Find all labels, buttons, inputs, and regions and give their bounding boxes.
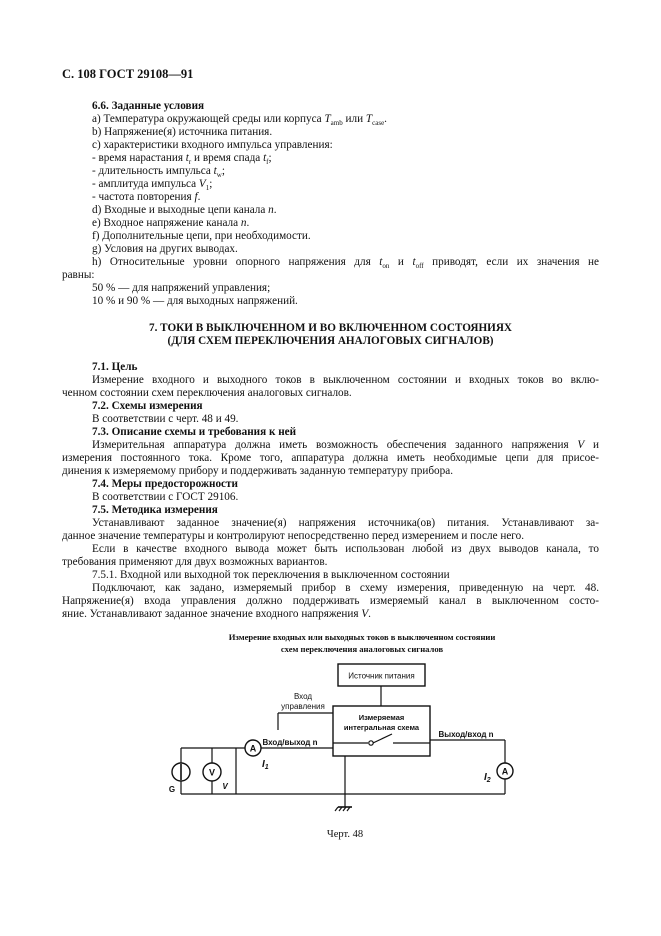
- section-7-title-line2: (ДЛЯ СХЕМ ПЕРЕКЛЮЧЕНИЯ АНАЛОГОВЫХ СИГНАЛОВ): [167, 335, 494, 347]
- text-7-3-a: Измерительная аппаратура должна иметь возможность обеспечения заданного напряжения V и: [92, 439, 599, 451]
- heading-7-1: 7.1. Цель: [92, 361, 138, 373]
- figure-title-line2: схем переключения аналоговых сигналов: [280, 644, 444, 654]
- item-c4: - частота повторения f.: [92, 191, 201, 203]
- text-7-3-b: измерения постоянного тока. Кроме того, аппаратура должна иметь необходимые цепи для присое-: [62, 452, 599, 464]
- item-c3: - амплитуда импульса $V_1$;: [92, 178, 213, 193]
- item-h-cont: равны:: [62, 269, 95, 281]
- text-7-5-c: Если в качестве входного вывода может быть использован любой из двух выводов канала, то: [92, 543, 599, 555]
- item-d: d) Входные и выходные цепи канала n.: [92, 204, 277, 216]
- ammeter-output-label: A: [501, 766, 509, 777]
- text-7-3-c: динения к измеряемому прибору и поддерживать заданную температуру прибора.: [62, 465, 454, 477]
- control-input-label1: Вход: [293, 692, 313, 701]
- control-input-label2: управления: [281, 702, 325, 711]
- item-g: g) Условия на других выводах.: [92, 243, 238, 255]
- section-6-6-heading: 6.6. Заданные условия: [92, 100, 205, 112]
- voltage-v-label: V: [222, 782, 228, 791]
- ic-label-line1: Измеряемая: [358, 713, 405, 722]
- heading-7-4: 7.4. Меры предосторожности: [92, 478, 238, 490]
- current-i1: $I_1$: [262, 759, 269, 771]
- heading-7-3: 7.3. Описание схемы и требования к ней: [92, 426, 297, 438]
- page-header: С. 108 ГОСТ 29108—91: [62, 67, 194, 81]
- item-h-p2: 10 % и 90 % — для выходных напряжений.: [92, 295, 298, 307]
- source-g-label: G: [168, 785, 176, 794]
- ground-symbol: [335, 794, 352, 811]
- item-c1: - время нарастания $t_r$ и время спада $t_f$;: [92, 152, 272, 167]
- input-label: Вход/выход n: [262, 738, 318, 747]
- item-b: b) Напряжение(я) источника питания.: [92, 126, 273, 138]
- heading-7-5: 7.5. Методика измерения: [92, 504, 218, 516]
- item-c2: - длительность импульса $t_w$;: [92, 165, 225, 180]
- item-h-p1: 50 % — для напряжений управления;: [92, 282, 271, 294]
- item-h: h) Относительные уровни опорного напряжения для $t_{on}$ и $t_{off}$ приводят, если их значения не: [92, 256, 599, 271]
- text-7-1-a: Измерение входного и выходного токов в выключенном состоянии и входных токов во вклю-: [92, 374, 599, 386]
- item-a: а) Температура окружающей среды или корпуса $T_{amb}$ или $T_{case}$.: [92, 113, 387, 128]
- ic-label-line2: интегральная схема: [343, 723, 420, 732]
- text-7-5-1-a: Подключают, как задано, измеряемый прибор в схему измерения, приведенную на черт. 48.: [92, 582, 599, 594]
- item-e: е) Входное напряжение канала n.: [92, 217, 250, 229]
- voltmeter-symbol: V: [208, 767, 216, 778]
- text-7-5-a: Устанавливают заданное значение(я) напряжения источника(ов) питания. Устанавливают за-: [92, 517, 599, 529]
- section-7-title-line1: 7. ТОКИ В ВЫКЛЮЧЕННОМ И ВО ВКЛЮЧЕННОМ СОСТОЯНИЯХ: [148, 322, 513, 334]
- text-7-4: В соответствии с ГОСТ 29106.: [92, 491, 239, 503]
- text-7-5-b: данное значение температуры и контролируют непосредственно перед измерением и после него.: [62, 530, 524, 542]
- figure-caption: Черт. 48: [326, 829, 364, 840]
- current-i2: $I_2$: [484, 772, 491, 784]
- item-c: с) характеристики входного импульса управления:: [92, 139, 333, 151]
- heading-7-5-1: 7.5.1. Входной или выходной ток переключения в выключенном состоянии: [92, 569, 450, 581]
- heading-7-2: 7.2. Схемы измерения: [92, 400, 203, 412]
- ammeter-input-label: A: [249, 743, 257, 754]
- text-7-1-b: ченном состоянии схем переключения аналоговых сигналов.: [62, 387, 352, 399]
- circuit-diagram: [0, 655, 661, 845]
- figure-title-line1: Измерение входных или выходных токов в выключенном состоянии: [228, 632, 496, 642]
- output-label: Выход/вход n: [438, 730, 494, 739]
- item-f: f) Дополнительные цепи, при необходимости.: [92, 230, 311, 242]
- power-supply-label: Источник питания: [348, 671, 415, 681]
- text-7-2: В соответствии с черт. 48 и 49.: [92, 413, 239, 425]
- text-7-5-d: требования применяют для двух возможных вариантов.: [62, 556, 328, 568]
- text-7-5-1-b: Напряжение(я) входа управления должно поддерживать измеряемый канал в выключенном состо-: [62, 595, 599, 607]
- text-7-5-1-c: яние. Устанавливают заданное значение входного напряжения V.: [62, 608, 371, 620]
